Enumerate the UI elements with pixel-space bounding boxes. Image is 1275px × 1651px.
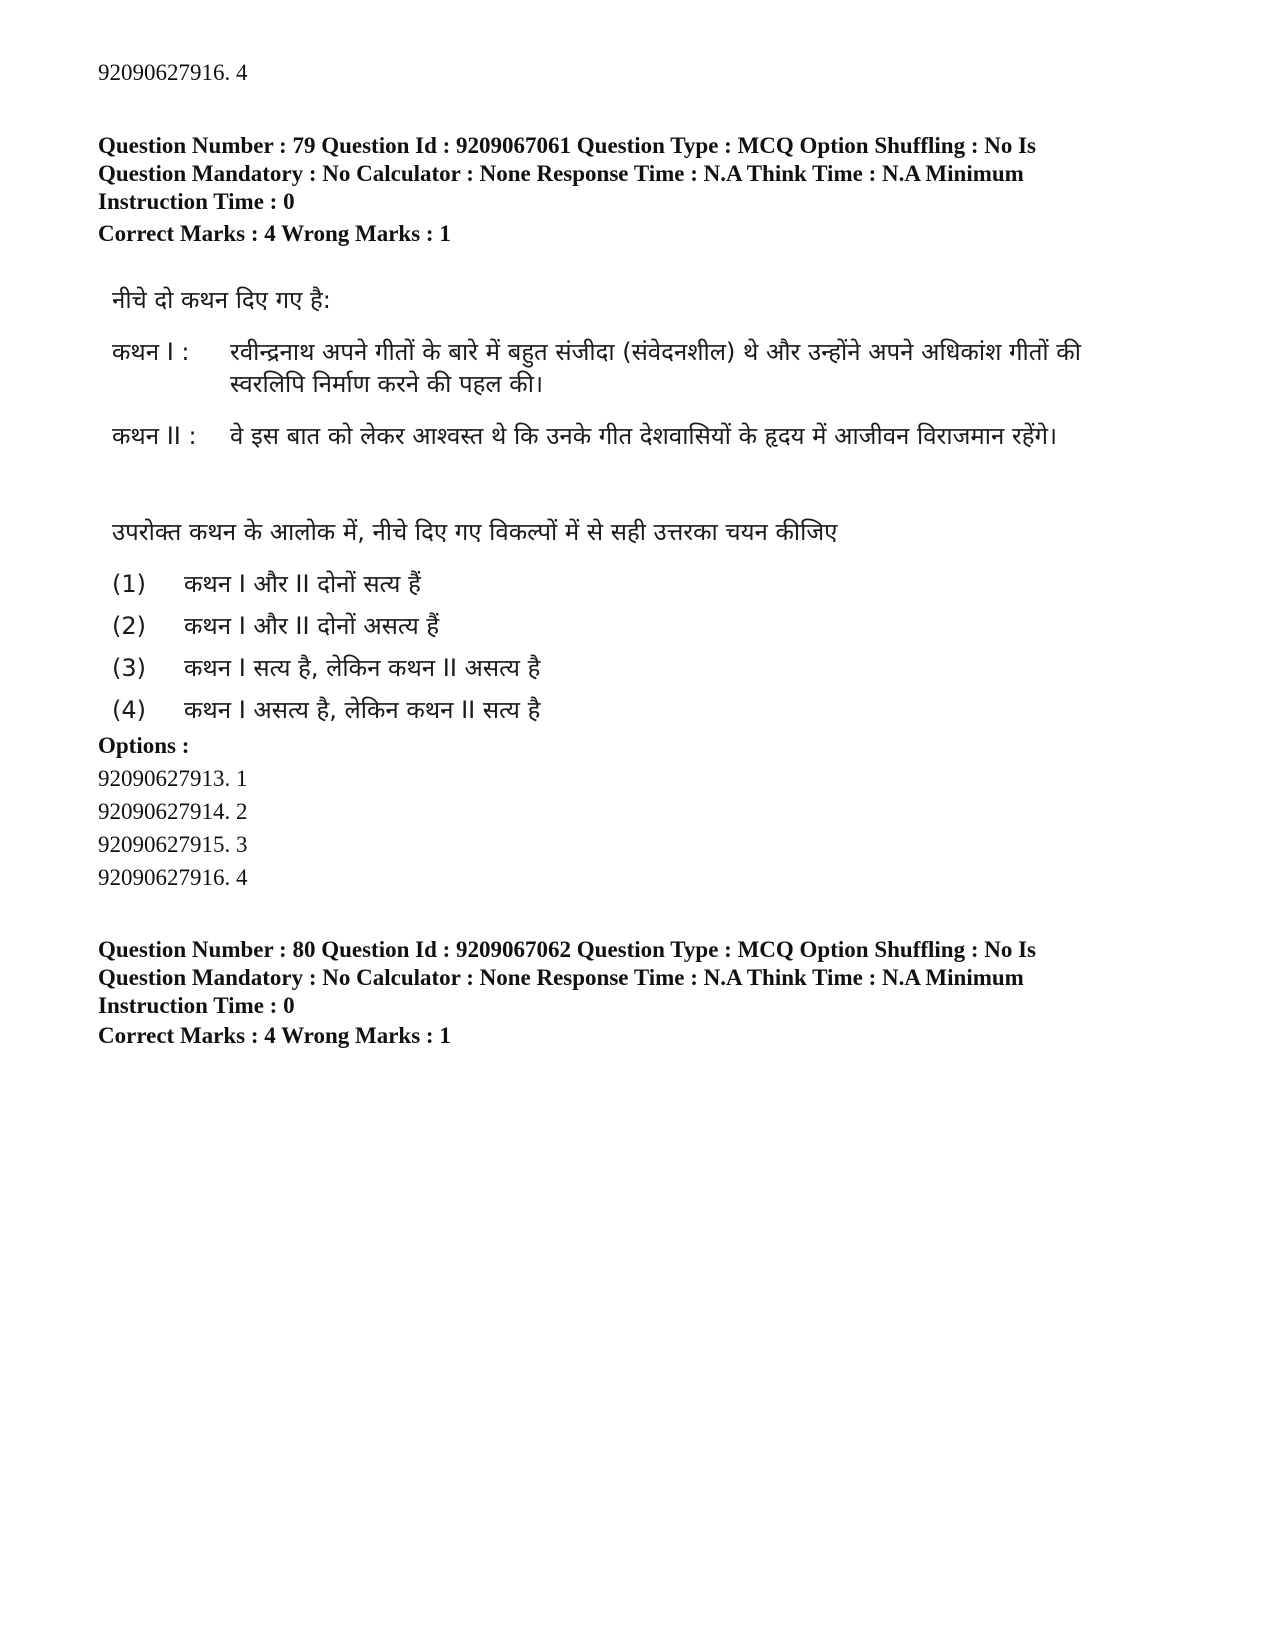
choice-1: [112, 568, 421, 600]
question-intro: नीचे दो कथन दिए गए है:: [112, 286, 331, 314]
previous-option-line: 92090627916. 4: [98, 60, 248, 85]
choice-1-number: (1): [112, 570, 146, 598]
choice-4-text: कथन I असत्य है, लेकिन कथन II सत्य है: [184, 696, 541, 724]
question-80-meta-line-2: Question Mandatory : No Calculator : None Response Time : N.A Think Time : N.A Minimum: [98, 965, 1024, 990]
choice-4: [112, 694, 540, 726]
choice-3-text: कथन I सत्य है, लेकिन कथन II असत्य है: [184, 654, 541, 682]
statement-1: [112, 336, 1112, 400]
choice-4-number: (4): [112, 696, 146, 724]
statement-1-label: कथन I :: [112, 338, 190, 366]
choice-3: [112, 652, 540, 684]
choice-3-number: (3): [112, 654, 146, 682]
question-79-meta-line-2: Question Mandatory : No Calculator : None Response Time : N.A Think Time : N.A Minimum: [98, 161, 1024, 186]
choice-2-number: (2): [112, 612, 146, 640]
question-79-meta-line-1: Question Number : 79 Question Id : 9209067061 Question Type : MCQ Option Shuffling : No Is: [98, 133, 1037, 158]
statement-2-text: वे इस बात को लेकर आश्वस्त थे कि उनके गीत देशवासियों के हृदय में आजीवन विराजमान रहेंगे।: [230, 422, 1058, 450]
option-2: 92090627914. 2: [98, 799, 248, 824]
choice-2-text: कथन I और II दोनों असत्य हैं: [184, 612, 440, 640]
options-heading: Options :: [98, 733, 190, 758]
choice-1-text: कथन I और II दोनों सत्य हैं: [184, 570, 421, 598]
question-80-meta-line-1: Question Number : 80 Question Id : 9209067062 Question Type : MCQ Option Shuffling : No Is: [98, 937, 1037, 962]
statement-2-label: कथन II :: [112, 422, 197, 450]
statement-2: [112, 420, 1112, 484]
choice-2: [112, 610, 439, 642]
question-80-meta: [98, 936, 1138, 1020]
question-79-image: [98, 280, 1138, 745]
question-79-meta-line-3: Instruction Time : 0: [98, 189, 295, 214]
option-1: 92090627913. 1: [98, 766, 248, 791]
option-4: 92090627916. 4: [98, 865, 248, 890]
question-80-marks: Correct Marks : 4 Wrong Marks : 1: [98, 1023, 451, 1048]
question-79-meta: [98, 132, 1138, 216]
question-79-marks: Correct Marks : 4 Wrong Marks : 1: [98, 221, 451, 246]
question-prompt: उपरोक्त कथन के आलोक में, नीचे दिए गए विकल्पों में से सही उत्तरका चयन कीजिए: [112, 518, 838, 546]
option-3: 92090627915. 3: [98, 832, 248, 857]
question-80-meta-line-3: Instruction Time : 0: [98, 993, 295, 1018]
statement-1-text: रवीन्द्रनाथ अपने गीतों के बारे में बहुत संजीदा (संवेदनशील) थे और उन्होंने अपने अधिकांश गीतों की स्वरलिपि निर्माण करने की पहल की।: [230, 338, 1081, 398]
